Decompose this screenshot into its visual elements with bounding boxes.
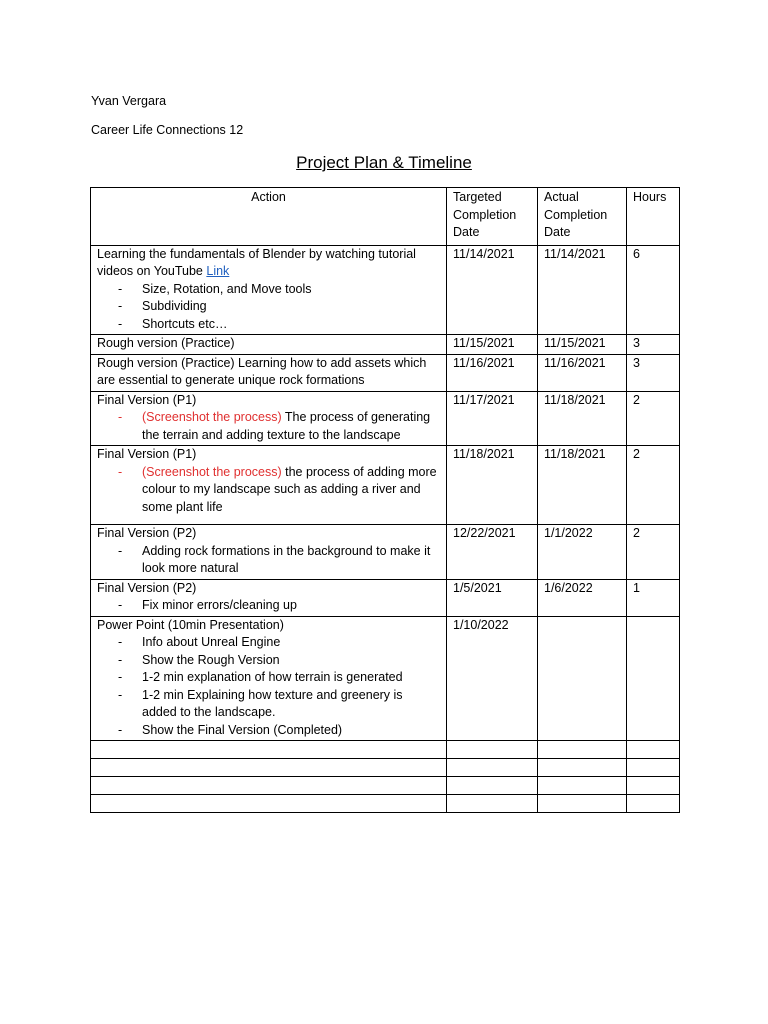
action-cell: Rough version (Practice) Learning how to add assets which are essential to generate unique rock formations bbox=[91, 354, 447, 391]
empty-row bbox=[91, 759, 680, 777]
action-bullets bbox=[97, 409, 440, 444]
empty-cell bbox=[447, 777, 538, 795]
empty-cell bbox=[627, 795, 680, 813]
header-targeted-date: Targeted Completion Date bbox=[447, 188, 538, 246]
action-bullets bbox=[97, 464, 440, 517]
empty-row bbox=[91, 741, 680, 759]
action-title: Final Version (P2) bbox=[97, 580, 197, 595]
header-hours: Hours bbox=[627, 188, 680, 246]
list-item: - 1-2 min Explaining how texture and greenery is added to the landscape. bbox=[97, 687, 440, 722]
actual-date-cell: 1/1/2022 bbox=[538, 525, 627, 580]
bullet-text: the process of adding more colour to my landscape such as adding a river and some plant life bbox=[142, 464, 437, 514]
list-item: - Info about Unreal Engine bbox=[97, 634, 440, 652]
table-row bbox=[91, 616, 680, 741]
hours-cell: 3 bbox=[627, 354, 680, 391]
actual-date-cell: 1/6/2022 bbox=[538, 579, 627, 616]
action-cell: Rough version (Practice) bbox=[91, 335, 447, 355]
empty-cell bbox=[447, 795, 538, 813]
actual-date-cell bbox=[538, 616, 627, 741]
empty-cell bbox=[538, 777, 627, 795]
hours-cell: 2 bbox=[627, 391, 680, 446]
targeted-date-cell: 11/14/2021 bbox=[447, 245, 538, 335]
table-row bbox=[91, 446, 680, 525]
list-item: - Shortcuts etc… bbox=[97, 316, 440, 334]
header-action: Action bbox=[91, 188, 447, 246]
tutorial-link[interactable]: Link bbox=[206, 264, 230, 278]
author-name: Yvan Vergara bbox=[91, 94, 167, 108]
empty-cell bbox=[627, 741, 680, 759]
empty-cell bbox=[447, 759, 538, 777]
empty-cell bbox=[91, 741, 447, 759]
empty-cell bbox=[538, 795, 627, 813]
action-cell bbox=[91, 391, 447, 446]
table-row bbox=[91, 579, 680, 616]
action-title: Final Version (P2) bbox=[97, 526, 197, 540]
table-row bbox=[91, 354, 680, 391]
action-title: Final Version (P1) bbox=[97, 392, 197, 407]
hours-cell: 2 bbox=[627, 446, 680, 525]
action-cell bbox=[91, 245, 447, 335]
screenshot-note: (Screenshot the process) bbox=[142, 410, 282, 424]
action-bullets bbox=[97, 597, 440, 615]
actual-date-cell: 11/15/2021 bbox=[538, 335, 627, 355]
empty-cell bbox=[91, 777, 447, 795]
action-title: Learning the fundamentals of Blender by watching tutorial videos on YouTube bbox=[97, 246, 416, 278]
targeted-date-cell: 11/15/2021 bbox=[447, 335, 538, 355]
table-row bbox=[91, 335, 680, 355]
action-cell bbox=[91, 616, 447, 741]
list-item: - Size, Rotation, and Move tools bbox=[97, 281, 440, 299]
list-item bbox=[97, 464, 440, 517]
bullet-text: The process of generating the terrain and adding texture to the landscape bbox=[142, 410, 431, 442]
empty-cell bbox=[91, 795, 447, 813]
action-bullets bbox=[97, 543, 440, 578]
hours-cell bbox=[627, 616, 680, 741]
hours-cell: 6 bbox=[627, 245, 680, 335]
empty-cell bbox=[91, 759, 447, 777]
actual-date-cell: 11/18/2021 bbox=[538, 446, 627, 525]
table-row bbox=[91, 525, 680, 580]
targeted-date-cell: 11/16/2021 bbox=[447, 354, 538, 391]
list-item: - Subdividing bbox=[97, 298, 440, 316]
actual-date-cell: 11/18/2021 bbox=[538, 391, 627, 446]
empty-cell bbox=[627, 777, 680, 795]
screenshot-note: (Screenshot the process) bbox=[142, 464, 282, 479]
action-cell bbox=[91, 525, 447, 580]
targeted-date-cell: 11/18/2021 bbox=[447, 446, 538, 525]
list-item: - 1-2 min explanation of how terrain is generated bbox=[97, 669, 440, 687]
project-plan-table bbox=[90, 187, 680, 813]
header-actual-date: Actual Completion Date bbox=[538, 188, 627, 246]
actual-date-cell: 11/14/2021 bbox=[538, 245, 627, 335]
targeted-date-cell: 1/10/2022 bbox=[447, 616, 538, 741]
action-bullets bbox=[97, 634, 440, 739]
table-header-row bbox=[91, 188, 680, 246]
action-bullets bbox=[97, 281, 440, 334]
targeted-date-cell: 12/22/2021 bbox=[447, 525, 538, 580]
empty-cell bbox=[447, 741, 538, 759]
list-item: - Adding rock formations in the background to make it look more natural bbox=[97, 543, 440, 578]
targeted-date-cell: 1/5/2021 bbox=[447, 579, 538, 616]
hours-cell: 3 bbox=[627, 335, 680, 355]
list-item: - Show the Final Version (Completed) bbox=[97, 722, 440, 740]
page-title: Project Plan & Timeline bbox=[296, 153, 472, 172]
action-cell bbox=[91, 446, 447, 525]
action-cell bbox=[91, 579, 447, 616]
list-item: - Fix minor errors/cleaning up bbox=[97, 597, 440, 615]
empty-cell bbox=[627, 759, 680, 777]
list-item: - Show the Rough Version bbox=[97, 652, 440, 670]
empty-row bbox=[91, 777, 680, 795]
hours-cell: 1 bbox=[627, 579, 680, 616]
action-title: Power Point (10min Presentation) bbox=[97, 617, 284, 632]
empty-cell bbox=[538, 741, 627, 759]
action-title: Final Version (P1) bbox=[97, 447, 197, 461]
hours-cell: 2 bbox=[627, 525, 680, 580]
targeted-date-cell: 11/17/2021 bbox=[447, 391, 538, 446]
table-row bbox=[91, 245, 680, 335]
empty-row bbox=[91, 795, 680, 813]
list-item bbox=[97, 409, 440, 444]
actual-date-cell: 11/16/2021 bbox=[538, 354, 627, 391]
course-name: Career Life Connections 12 bbox=[91, 123, 244, 137]
table-row bbox=[91, 391, 680, 446]
empty-cell bbox=[538, 759, 627, 777]
